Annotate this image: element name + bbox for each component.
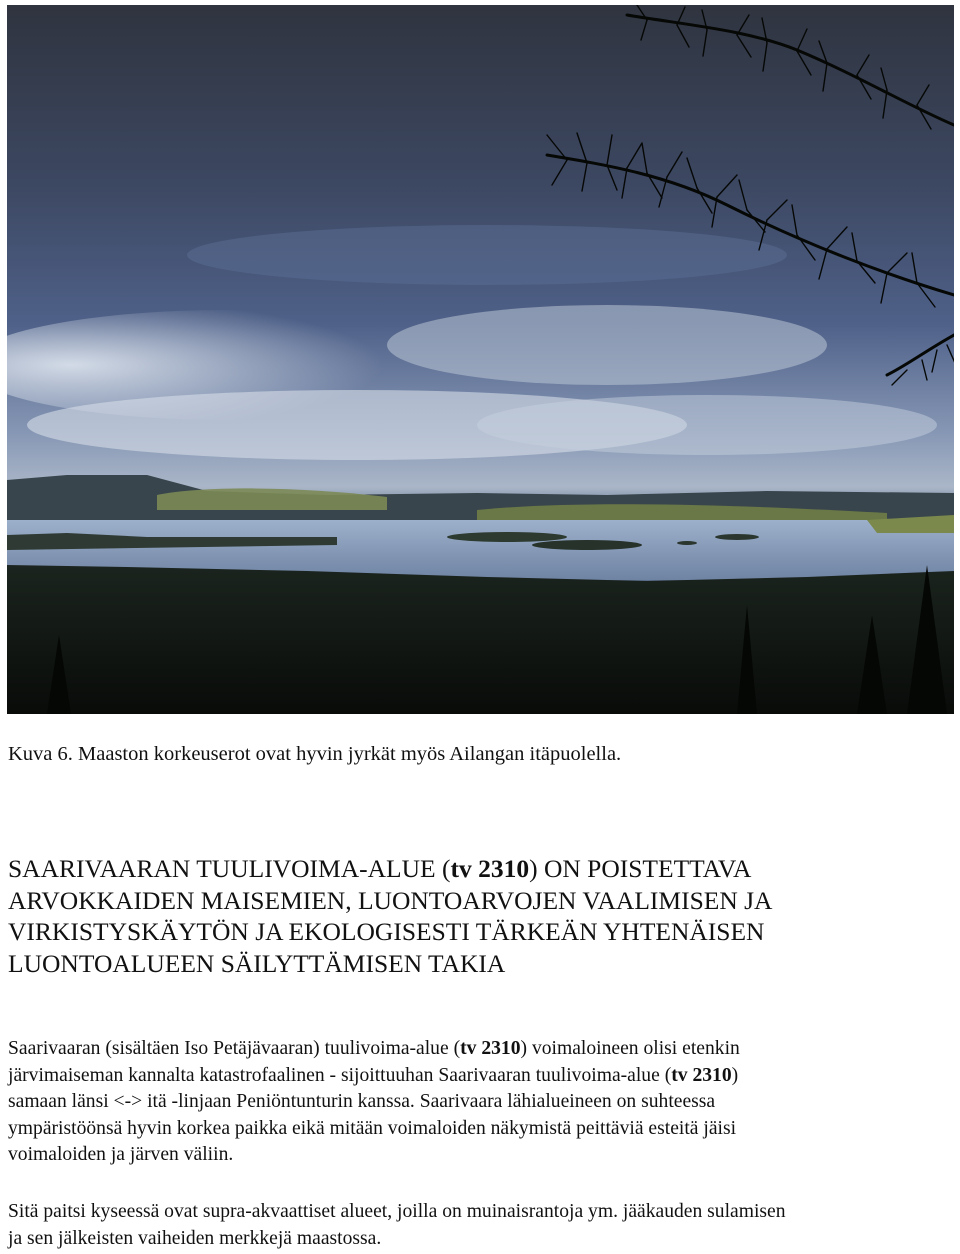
zone-code: tv 2310 — [460, 1038, 521, 1059]
heading-line-3: VIRKISTYSKÄYTÖN JA EKOLOGISESTI TÄRKEÄN YHTENÄISEN — [8, 917, 765, 946]
paragraph-line: Sitä paitsi kyseessä ovat supra-akvaattiset alueet, joilla on muinaisrantoja ym. jääkauden sulamisen — [8, 1201, 786, 1222]
zone-code: tv 2310 — [450, 854, 530, 883]
landscape-photo — [7, 5, 954, 714]
paragraph-line: voimaloiden ja järven väliin. — [8, 1144, 234, 1166]
zone-code: tv 2310 — [671, 1064, 732, 1086]
heading-line-4: LUONTOALUEEN SÄILYTTÄMISEN TAKIA — [8, 948, 506, 978]
paragraph-2 — [8, 1199, 958, 1252]
section-heading — [8, 853, 958, 979]
paragraph-line: samaan länsi <-> itä -linjaan Peniöntunturin kanssa. Saarivaara lähialueineen on suhteessa — [8, 1091, 716, 1113]
photo-caption: Kuva 6. Maaston korkeuserot ovat hyvin jyrkät myös Ailangan itäpuolella. — [8, 743, 622, 765]
paragraph-line: järvimaiseman kannalta katastrofaalinen - sijoittuuhan Saarivaaran tuulivoima-alue (tv 2310) — [8, 1064, 739, 1086]
paragraph-line: ympäristöönsä hyvin korkea paikka eikä mitään voimaloiden näkymistä peittäviä esteitä jäisi — [8, 1117, 737, 1139]
paragraph-1 — [8, 1036, 958, 1169]
paragraph-line: Saarivaaran (sisältäen Iso Petäjävaaran) tuulivoima-alue (tv 2310) voimaloineen olisi etenkin — [8, 1038, 740, 1059]
paragraph-line: ja sen jälkeisten vaiheiden merkkejä maastossa. — [8, 1227, 382, 1249]
heading-line-1: SAARIVAARAN TUULIVOIMA-ALUE (tv 2310) ON POISTETTAVA — [8, 854, 752, 883]
heading-line-2: ARVOKKAIDEN MAISEMIEN, LUONTOARVOJEN VAALIMISEN JA — [8, 885, 773, 915]
